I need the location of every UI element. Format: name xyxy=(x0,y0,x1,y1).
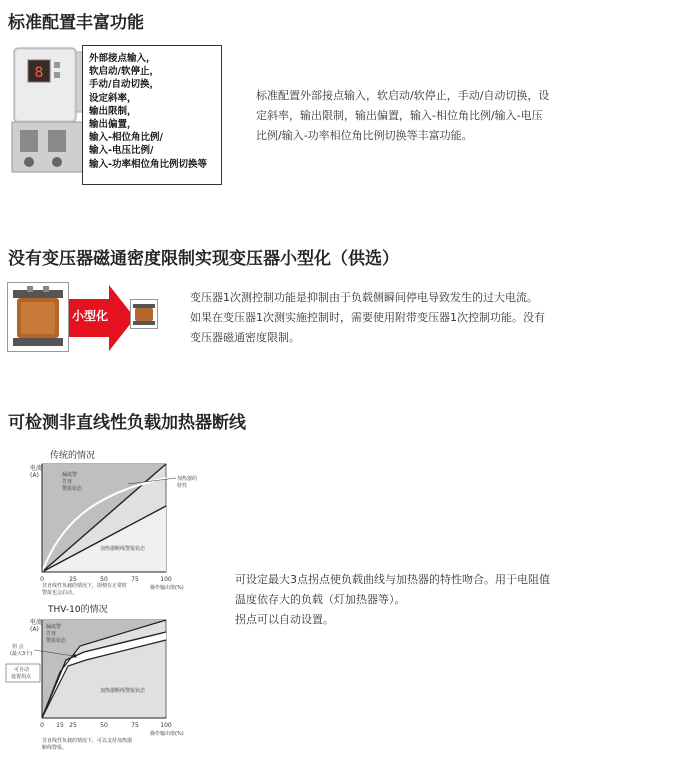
svg-text:特性: 特性 xyxy=(177,483,188,489)
conventional-diagram xyxy=(0,446,230,598)
callout-line: 软启动/软停止， xyxy=(89,66,159,78)
svg-text:警报状态: 警报状态 xyxy=(62,486,83,492)
svg-text:非直线性负载的情况下，可以支持加热器: 非直线性负载的情况下，可以支持加热器 xyxy=(42,738,133,744)
svg-text:50: 50 xyxy=(100,722,108,729)
svg-text:25: 25 xyxy=(69,722,77,729)
callout-line: 手动/自动切换， xyxy=(89,79,159,91)
svg-text:警报也会启动。: 警报也会启动。 xyxy=(42,590,78,596)
chart1-heater-label xyxy=(177,475,197,489)
section-heading-transformer: 没有变压器磁通密度限制实现变压器小型化（供选） xyxy=(8,249,399,269)
transformer-description: 变压器1次测控制功能是抑制由于负载侧瞬间停电导致发生的过大电流。 如果在变压器1次测实施控制时，需要使用附带变压器1次控制功能。没有 变压器磁通密度限制。 xyxy=(190,291,545,344)
chart2-breakpoint-label xyxy=(10,643,32,657)
svg-text:警报状态: 警报状态 xyxy=(46,638,67,644)
svg-text:8: 8 xyxy=(34,65,44,81)
svg-text:(A): (A) xyxy=(30,626,39,633)
section-heading-features: 标准配置丰富功能 xyxy=(8,13,144,33)
chart1-title: 传统的情况 xyxy=(50,451,96,461)
feature-callout-box xyxy=(82,45,222,185)
transformer-large-image xyxy=(7,282,69,352)
section-heading-heater-break: 可检测非直线性负载加热器断线 xyxy=(8,413,246,433)
chart2-region-bottom-label: 加热器断线警报状态 xyxy=(100,688,146,694)
svg-text:电流: 电流 xyxy=(30,619,43,626)
svg-text:75: 75 xyxy=(131,722,139,729)
svg-text:0: 0 xyxy=(40,576,44,583)
svg-text:25: 25 xyxy=(69,576,77,583)
controller-device-image xyxy=(4,42,94,182)
chart2-title: THV-10的情况 xyxy=(48,605,108,615)
svg-text:50: 50 xyxy=(100,576,108,583)
callout-line: 外部接点输入， xyxy=(89,53,156,64)
svg-text:75: 75 xyxy=(131,576,139,583)
heater-description: 可设定最大3点拐点使负载曲线与加热器的特性吻合。用于电阻值 温度依存大的负载（灯加热器等）。 拐点可以自动设置。 xyxy=(235,573,550,626)
chart1-x-ticks xyxy=(40,576,172,583)
chart1-region-bottom-label: 加热器断线警报状态 xyxy=(100,546,146,552)
svg-text:拐 点: 拐 点 xyxy=(12,644,24,650)
svg-text:(最大3个): (最大3个) xyxy=(10,651,33,657)
svg-text:电流: 电流 xyxy=(30,465,43,472)
svg-text:断线警报。: 断线警报。 xyxy=(42,745,68,751)
chart2-note xyxy=(42,737,132,751)
callout-line: 输入-相位角比例/ xyxy=(89,132,163,144)
miniaturize-label: 小型化 xyxy=(72,309,109,323)
features-description: 标准配置外部接点输入，软启动/软停止，手动/自动切换，设 定斜率，输出限制，输出偏置，输入-相位角比例/输入-电压 比例/输入-功率相位角比例切换等丰富功能。 xyxy=(256,89,550,142)
thv10-diagram xyxy=(0,600,230,758)
svg-text:0: 0 xyxy=(40,722,44,729)
svg-text:加热器的: 加热器的 xyxy=(177,476,198,482)
svg-text:可自动: 可自动 xyxy=(14,667,30,673)
svg-text:操作输出值(%): 操作输出值(%) xyxy=(150,731,184,737)
chart2-x-ticks xyxy=(40,722,172,729)
callout-line: 设定斜率， xyxy=(89,92,137,104)
svg-text:告容: 告容 xyxy=(46,631,57,637)
callout-line: 输出限制， xyxy=(89,105,137,117)
svg-text:操作输出值(%): 操作输出值(%) xyxy=(150,585,184,591)
svg-text:非直线性负载的情况下，即便在正常时: 非直线性负载的情况下，即便在正常时 xyxy=(42,583,128,589)
callout-line: 输入-电压比例/ xyxy=(89,145,154,157)
svg-text:100: 100 xyxy=(160,722,172,729)
callout-line: 输入-功率相位角比例切换等 xyxy=(89,158,207,170)
svg-text:(A): (A) xyxy=(30,472,39,479)
transformer-small-image xyxy=(130,299,158,329)
svg-text:告容: 告容 xyxy=(62,479,73,485)
svg-text:漏流警: 漏流警 xyxy=(46,624,62,630)
svg-text:100: 100 xyxy=(160,576,172,583)
svg-text:漏流警: 漏流警 xyxy=(62,472,78,478)
chart1-note xyxy=(42,582,127,596)
callout-line: 输出偏置， xyxy=(89,119,137,131)
svg-text:15: 15 xyxy=(56,722,64,729)
svg-text:设置拐点: 设置拐点 xyxy=(11,674,32,680)
